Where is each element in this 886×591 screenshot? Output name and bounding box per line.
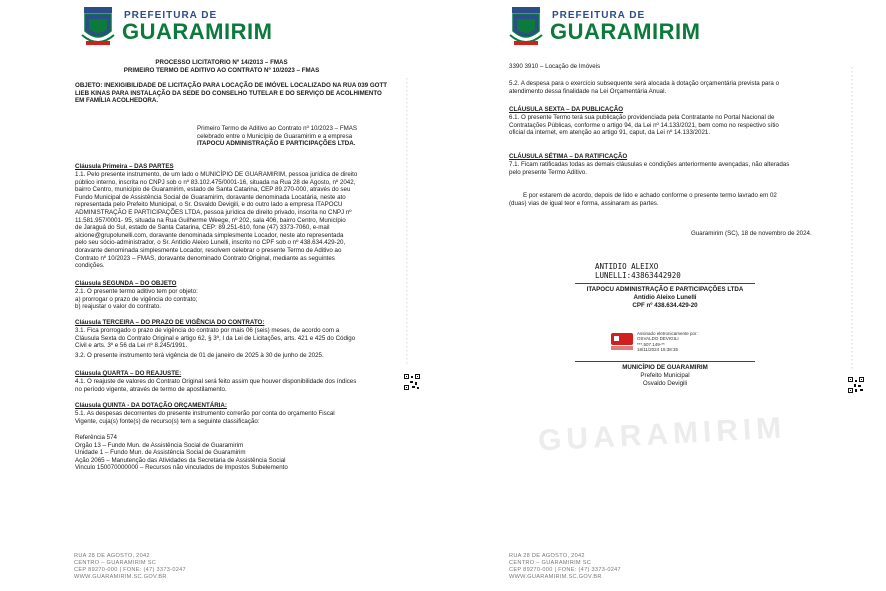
clause-6-title: CLÁUSULA SEXTA – DA PUBLICAÇÃO [509,106,624,113]
footer-line: CENTRO – GUARAMIRIM SC [74,560,157,566]
clause-line: Cláusula Sexta do Contrato Original e artigo 62, § 3º, I da Lei de Licitações, arts. 421 e 425 do Código [75,334,356,342]
budget-line: Ação 2065 – Manutenção das Atividades da Secretaria de Assistência Social [75,456,286,464]
footer-line[interactable]: WWW.GUARAMIRIM.SC.GOV.BR [74,574,167,580]
prefeitura-label: PREFEITURA DE [124,10,218,21]
budget-line: Orgão 13 – Fundo Mun. de Assistência Social de Guaramirim [75,441,244,449]
budget-line: Vinculo 150070000000 – Recursos não vinculados de Impostos Subelemento [75,464,288,472]
footer-address [74,553,186,581]
clause-line: b) reajustar o valor do contrato. [75,303,161,311]
footer-address [509,553,621,581]
clause-line: Contrato nº 10/2023 – FMAS, doravante denominado Contrato Original, mediante as seguintes [75,254,335,262]
clause-line: 1.1. Pelo presente instrumento, de um lado o MUNICÍPIO DE GUARAMIRIM, pessoa jurídica de direito [75,171,358,178]
clause-line: 2.1. O presente termo aditivo tem por objeto: [75,288,198,295]
company-cpf: CPF nº 438.634.429-20 [632,302,698,309]
prefeitura-logo [508,4,700,50]
footer-line: CENTRO – GUARAMIRIM SC [509,560,592,566]
clause-line: Civil e arts. 3º e 56 da Lei nº 8.245/1991. [75,342,188,350]
clause-line: alcione@grupolunelli.com, doravante denominada simplesmente Locador, neste ato representada [75,231,344,239]
clause-line: 11.581.957/0001- 95, situada na Rua Guilherme Weege, nº 202, sala 406, bairro Centro, Município [75,216,346,224]
clause-line: ADMINISTRAÇÃO E PARTICIPAÇÕES LTDA, pessoa jurídica de direito privado, inscrita no CNPJ nº [75,209,352,216]
intro-line: Primeiro Termo de Aditivo ao Contrato nº 10/2023 – FMAS [197,125,358,132]
signature-divider [575,283,755,284]
clause-line: oficial da internet, em atenção ao artigo 91, caput, da Lei nº 14.133/2021. [509,129,711,137]
clause-line: 5.1. As despesas decorrentes do presente instrumento correrão por conta do orçamento Fiscal [75,410,335,417]
objeto-line: OBJETO: INEXIGIBILIDADE DE LICITAÇÃO PARA LOCAÇÃO DE IMÓVEL LOCALIZADO NA RUA 039 GOTT [75,82,388,89]
watermark: GUARAMIRIM [537,411,787,458]
budget-line: Unidade 1 – Fundo Mun. de Assistência Social de Guaramirim [75,449,246,457]
footer-line: RUA 28 DE AGOSTO, 2042 [509,553,585,559]
date-line: Guaramirim (SC), 18 de novembro de 2024. [691,230,812,237]
clause-line: 5.2. A despesa para o exercício subsequente será alocada à dotação orçamentária prevista para o [509,80,780,87]
clause-line: condições. [75,262,105,270]
footer-line: RUA 28 DE AGOSTO, 2042 [74,553,150,559]
closing-line: E por estarem de acordo, depois de lido e achado conforme o presente termo lavrado em 02 [523,192,777,199]
prefeitura-label: PREFEITURA DE [552,10,646,21]
signature-seal-icon [611,333,633,351]
prefeitura-logo [80,4,272,50]
process-title: PROCESSO LICITATORIO Nº 14/2013 – FMAS [155,59,288,66]
digital-signature-name: LUNELLI:43863442920 [595,271,681,280]
budget-line: 3390 3910 – Locação de Imóveis [509,63,601,70]
clause-line: no período vigente, através de termo de apostilamento. [75,385,227,393]
verification-strip: ▪▪▪▪▪▪▪▪▪▪▪▪▪▪▪▪▪▪▪▪▪▪▪▪▪▪▪▪▪▪▪▪▪▪▪▪▪▪▪▪▪▪▪▪▪▪▪▪▪▪▪▪▪▪▪▪▪▪▪▪▪▪▪▪▪▪▪▪▪▪▪▪ [405,77,409,365]
footer-line: CEP 89270-000 | FONE: (47) 3373-0247 [74,567,186,573]
objeto-line: LIEB KINAS PARA INSTALAÇÃO DA SEDE DO CONSELHO TUTELAR E DO SERVIÇO DE ACOLHIMENTO [75,89,382,97]
clause-line: 3.2. O presente instrumento terá vigência de 01 de janeiro de 2025 à 30 de junho de 2025. [75,352,324,359]
company-rep: Antídio Aleixo Lunelli [633,294,697,301]
footer-line: CEP 89270-000 | FONE: (47) 3373-0247 [509,567,621,573]
contract-title: PRIMEIRO TERMO DE ADITIVO AO CONTRATO Nº 10/2023 – FMAS [123,67,320,74]
clause-line: 4.1. O reajuste de valores do Contrato Original será feito assim que houver disponibilidade dos índices [75,378,357,385]
clause-7-title: CLÁUSULA SÉTIMA – DA RATIFICAÇÃO [509,153,628,160]
clause-line: atendimento dessa finalidade na Lei Orçamentária Anual. [509,87,667,95]
clause-line: Vigente, cuja(s) fonte(s) de recurso(s) tem a seguinte classificação: [75,417,260,425]
intro-line: ITAPOCU ADMINISTRAÇÃO E PARTICIPAÇÕES LTDA. [197,140,356,148]
esig-cpf: ***.507.149-** [637,341,665,347]
footer-line[interactable]: WWW.GUARAMIRIM.SC.GOV.BR [509,574,602,580]
qr-code-icon[interactable] [404,374,420,390]
mayor-name: Osvaldo Devigili [642,380,688,387]
electronic-signature-stamp [611,331,699,357]
clause-4-title: Cláusula QUARTA – DO REAJUSTE: [75,370,182,377]
city-label: GUARAMIRIM [122,19,273,44]
budget-line: Referência 574 [75,434,117,441]
municipality-name: MUNICÍPIO DE GUARAMIRIM [622,364,708,371]
clause-line: Contratações Públicas, conforme o artigo 94, da Lei nº 14.133/2021, bem como no respectivo sítio [509,121,779,129]
digital-signature-name: ANTIDIO ALEIXO [595,262,659,271]
clause-line: representada pelo Prefeito Municipal, o Sr. Osvaldo Devigili, e do outro lado a empresa ITAPOCU [75,201,343,209]
document-page-2 [443,0,886,591]
verification-strip: ▪▪▪▪▪▪▪▪▪▪▪▪▪▪▪▪▪▪▪▪▪▪▪▪▪▪▪▪▪▪▪▪▪▪▪▪▪▪▪▪▪▪▪▪▪▪▪▪▪▪▪▪▪▪▪▪▪▪▪▪▪▪▪▪▪▪▪▪▪▪▪▪▪▪▪▪ [850,66,854,370]
clause-line: pelo presente Termo Aditivo. [509,168,587,176]
clause-1-title: Cláusula Primeira – DAS PARTES [75,163,174,170]
clause-5-title: Cláusula QUINTA - DA DOTAÇÃO ORÇAMENTÁRIA: [75,402,227,409]
clause-line: 6.1. O presente Termo terá sua publicação providenciada pela Contratante no Portal Nacional de [509,114,775,121]
city-crest-icon [508,5,544,49]
clause-line: 3.1. Fica prorrogado o prazo de vigência do contrato por mais 06 (seis) meses, de acordo com a [75,327,340,334]
esig-timestamp: 18/11/2024 15:38:35 [637,346,678,352]
clause-line: doravante denominada simplesmente Locador, resolvem celebrar o presente Termo de Aditivo ao [75,247,342,254]
objeto-line: EM FAMÍLIA ACOLHEDORA. [75,97,159,105]
clause-line: Fundo Municipal de Assistência Social de Guaramirim, doravante denominada Locatária, neste ato [75,193,346,201]
intro-line: celebrado entre o Município de Guaramirim e a empresa [197,132,353,140]
clause-line: a) prorrogar o prazo de vigência do contrato; [75,295,198,303]
esig-name: OSVALDO DEVIGILI [637,336,679,342]
closing-line: (duas) vias de igual teor e forma, assinaram as partes. [509,199,659,207]
clause-line: público interno, inscrita no CNPJ sob o nº 83.102.475/0001-16, situada na Rua 28 de Agosto, nº 2042, [75,178,356,186]
clause-3-title: Cláusula TERCEIRA – DO PRAZO DE VIGÊNCIA DO CONTRATO: [75,319,265,326]
signature-divider [575,361,755,362]
city-crest-icon [80,5,116,49]
city-label: GUARAMIRIM [550,19,701,44]
company-name: ITAPOCU ADMINISTRAÇÃO E PARTICIPAÇÕES LTDA [586,286,744,293]
qr-code-icon[interactable] [848,377,864,393]
clause-line: pelo seu sócio-administrador, o Sr. Antídio Aleixo Lunelli, inscrito no CPF sob o nº 438.634.429-20, [75,239,346,247]
clause-line: de Jaraguá do Sul, estado de Santa Catarina, CEP: 89.251-610, fone (47) 3373-7060, e-mail [75,224,330,232]
esig-label: Assinado eletronicamente por: [637,331,698,336]
mayor-role: Prefeito Municipal [640,372,690,379]
clause-2-title: Cláusula SEGUNDA – DO OBJETO [75,280,177,287]
clause-line: bairro Centro, município de Guaramirim, estado de Santa Catarina, CEP 89.270-000, através do seu [75,186,351,194]
clause-line: 7.1. Ficam ratificadas todas as demais cláusulas e condições anteriormente avençadas, não alteradas [509,161,790,168]
